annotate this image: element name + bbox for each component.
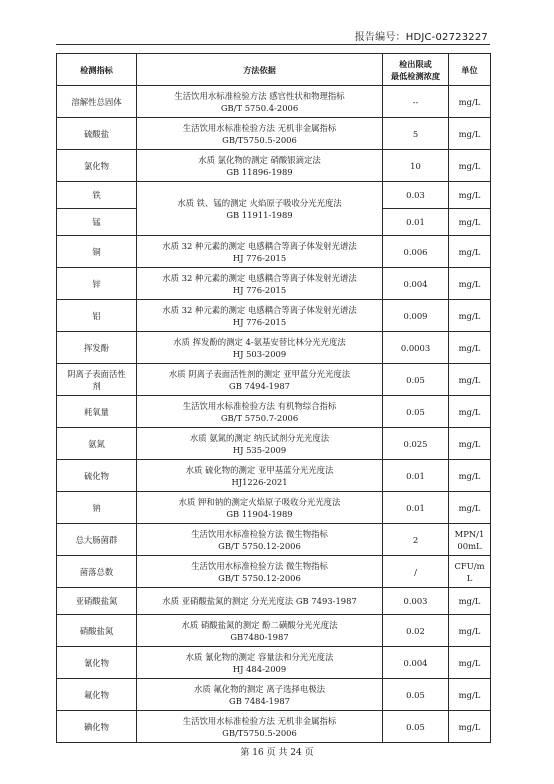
limit-cell: 0.0003 <box>383 332 449 364</box>
unit-cell: mg/L <box>449 615 491 647</box>
table-row <box>57 118 491 150</box>
limit-cell: 0.05 <box>383 396 449 428</box>
method-cell: 水质 氨氮的测定 纳氏试剂分光光度法 HJ 535-2009 <box>137 428 383 460</box>
table-row <box>57 615 491 647</box>
indicator-cell: 菌落总数 <box>57 556 137 588</box>
table-row <box>57 711 491 743</box>
method-cell: 生活饮用水标准检验方法 无机非金属指标 GB/T5750.5-2006 <box>137 711 383 743</box>
limit-cell: 0.01 <box>383 460 449 492</box>
limit-cell: 0.009 <box>383 300 449 332</box>
method-cell: 生活饮用水标准检验方法 无机非金属指标 GB/T5750.5-2006 <box>137 118 383 150</box>
method-cell: 水质 氟化物的测定 离子选择电极法 GB 7484-1987 <box>137 679 383 711</box>
limit-cell: 0.006 <box>383 236 449 268</box>
unit-cell: mg/L <box>449 209 491 236</box>
limit-cell: / <box>383 556 449 588</box>
indicator-cell: 铁 <box>57 182 137 209</box>
indicator-cell: 锌 <box>57 268 137 300</box>
unit-cell: mg/L <box>449 182 491 209</box>
table-row <box>57 332 491 364</box>
table-row <box>57 556 491 588</box>
table-row <box>57 428 491 460</box>
table-row <box>57 588 491 615</box>
method-cell: 水质 硝酸盐氮的测定 酚二磺酸分光光度法 GB7480-1987 <box>137 615 383 647</box>
unit-cell: mg/L <box>449 428 491 460</box>
indicator-cell: 氟化物 <box>57 679 137 711</box>
unit-cell: mg/L <box>449 268 491 300</box>
limit-cell: 0.03 <box>383 182 449 209</box>
unit-cell: mg/L <box>449 118 491 150</box>
indicator-cell: 阴离子表面活性 剂 <box>57 364 137 396</box>
method-cell: 生活饮用水标准检验方法 微生物指标 GB/T 5750.12-2006 <box>137 556 383 588</box>
indicator-cell: 挥发酚 <box>57 332 137 364</box>
table-row <box>57 396 491 428</box>
limit-cell: 0.025 <box>383 428 449 460</box>
method-cell: 水质 硫化物的测定 亚甲基蓝分光光度法 HJ1226-2021 <box>137 460 383 492</box>
indicator-cell: 锰 <box>57 209 137 236</box>
limit-cell: 0.05 <box>383 679 449 711</box>
unit-cell: CFU/m L <box>449 556 491 588</box>
table-row <box>57 150 491 182</box>
limit-cell: -- <box>383 86 449 118</box>
table-row <box>57 268 491 300</box>
unit-cell: mg/L <box>449 711 491 743</box>
table-row <box>57 492 491 524</box>
table-row <box>57 460 491 492</box>
method-cell: 生活饮用水标准检验方法 感官性状和物理指标 GB/T 5750.4-2006 <box>137 86 383 118</box>
indicator-cell: 硫酸盐 <box>57 118 137 150</box>
unit-cell: mg/L <box>449 86 491 118</box>
limit-cell: 0.02 <box>383 615 449 647</box>
method-cell: 水质 32 种元素的测定 电感耦合等离子体发射光谱法 HJ 776-2015 <box>137 236 383 268</box>
column-header-unit: 单位 <box>449 54 491 86</box>
unit-cell: mg/L <box>449 150 491 182</box>
indicator-cell: 氯化物 <box>57 150 137 182</box>
indicator-cell: 耗氧量 <box>57 396 137 428</box>
table-header-row <box>57 54 491 86</box>
indicator-cell: 氰化物 <box>57 647 137 679</box>
table-row <box>57 647 491 679</box>
method-cell: 水质 挥发酚的测定 4-氨基安替比林分光光度法 HJ 503-2009 <box>137 332 383 364</box>
method-cell: 水质 32 种元素的测定 电感耦合等离子体发射光谱法 HJ 776-2015 <box>137 268 383 300</box>
indicator-cell: 溶解性总固体 <box>57 86 137 118</box>
table-row <box>57 524 491 556</box>
column-header-indicator: 检测指标 <box>57 54 137 86</box>
indicator-cell: 总大肠菌群 <box>57 524 137 556</box>
limit-cell: 0.01 <box>383 492 449 524</box>
limit-cell: 10 <box>383 150 449 182</box>
indicator-cell: 氨氮 <box>57 428 137 460</box>
column-header-limit: 检出限或 最低检测浓度 <box>383 54 449 86</box>
limit-cell: 0.004 <box>383 647 449 679</box>
table-row <box>57 236 491 268</box>
report-number: 报告编号：HDJC-02723227 <box>354 32 488 43</box>
limit-cell: 2 <box>383 524 449 556</box>
unit-cell: mg/L <box>449 332 491 364</box>
indicator-cell: 铝 <box>57 300 137 332</box>
unit-cell: mg/L <box>449 364 491 396</box>
unit-cell: mg/L <box>449 236 491 268</box>
unit-cell: MPN/1 00mL <box>449 524 491 556</box>
method-cell: 水质 氯化物的测定 硝酸银滴定法 GB 11896-1989 <box>137 150 383 182</box>
table-row <box>57 364 491 396</box>
limit-cell: 0.004 <box>383 268 449 300</box>
method-cell: 水质 阴离子表面活性剂的测定 亚甲蓝分光光度法 GB 7494-1987 <box>137 364 383 396</box>
method-cell: 生活饮用水标准检验方法 微生物指标 GB/T 5750.12-2006 <box>137 524 383 556</box>
page-number: 第 16 页 共 24 页 <box>240 748 314 758</box>
limit-cell: 0.003 <box>383 588 449 615</box>
indicator-cell: 钠 <box>57 492 137 524</box>
unit-cell: mg/L <box>449 492 491 524</box>
limit-cell: 0.01 <box>383 209 449 236</box>
indicator-cell: 亚硝酸盐氮 <box>57 588 137 615</box>
indicator-cell: 碘化物 <box>57 711 137 743</box>
unit-cell: mg/L <box>449 588 491 615</box>
method-cell: 水质 氰化物的测定 容量法和分光光度法 HJ 484-2009 <box>137 647 383 679</box>
method-cell: 水质 亚硝酸盐氮的测定 分光光度法 GB 7493-1987 <box>137 588 383 615</box>
table-row <box>57 86 491 118</box>
table-row <box>57 182 491 209</box>
limit-cell: 0.05 <box>383 711 449 743</box>
unit-cell: mg/L <box>449 647 491 679</box>
unit-cell: mg/L <box>449 300 491 332</box>
limit-cell: 0.05 <box>383 364 449 396</box>
unit-cell: mg/L <box>449 679 491 711</box>
column-header-method: 方法依据 <box>137 54 383 86</box>
unit-cell: mg/L <box>449 460 491 492</box>
method-cell: 水质 32 种元素的测定 电感耦合等离子体发射光谱法 HJ 776-2015 <box>137 300 383 332</box>
header-rule <box>56 44 490 45</box>
method-cell: 水质 铁、锰的测定 火焰原子吸收分光光度法 GB 11911-1989 <box>137 182 383 236</box>
limit-cell: 5 <box>383 118 449 150</box>
indicator-cell: 硝酸盐氮 <box>57 615 137 647</box>
method-cell: 生活饮用水标准检验方法 有机物综合指标 GB/T 5750.7-2006 <box>137 396 383 428</box>
method-cell: 水质 钾和钠的测定火焰原子吸收分光光度法 GB 11904-1989 <box>137 492 383 524</box>
table-body <box>57 86 491 743</box>
table-row <box>57 679 491 711</box>
indicator-cell: 硫化物 <box>57 460 137 492</box>
indicator-cell: 铜 <box>57 236 137 268</box>
detection-methods-table <box>56 53 491 743</box>
unit-cell: mg/L <box>449 396 491 428</box>
table-row <box>57 300 491 332</box>
